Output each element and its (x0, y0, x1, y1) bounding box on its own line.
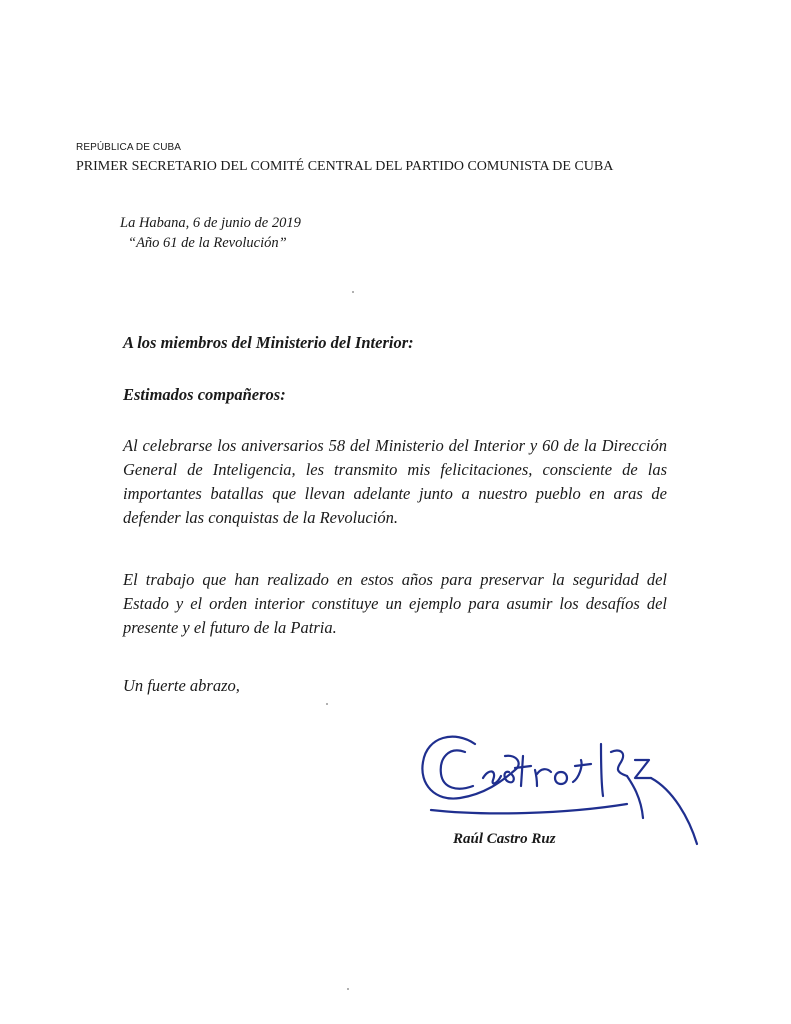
signer-name: Raúl Castro Ruz (453, 831, 556, 847)
letterhead-office: PRIMER SECRETARIO DEL COMITÉ CENTRAL DEL PARTIDO COMUNISTA DE CUBA (76, 159, 614, 174)
body-paragraph-1: Al celebrarse los aniversarios 58 del Ministerio del Interior y 60 de la Dirección General de Inteligencia, les transmito mis felicitaciones, consciente de las importantes batallas que llevan adelante junto a nuestro pueblo en aras de defender las conquistas de la Revolución. (123, 436, 667, 527)
closing: Un fuerte abrazo, (123, 676, 240, 695)
addressee: A los miembros del Ministerio del Interior: (123, 333, 414, 352)
salutation: Estimados compañeros: (123, 385, 286, 404)
scan-speck (352, 291, 354, 293)
body-paragraph-2: El trabajo que han realizado en estos años para preservar la seguridad del Estado y el orden interior constituye un ejemplo para asumir los desafíos del presente y el futuro de la Patria. (123, 570, 667, 637)
letterhead-country: REPÚBLICA DE CUBA (76, 142, 182, 153)
scan-speck (326, 703, 328, 705)
place-date: La Habana, 6 de junio de 2019 (120, 215, 301, 231)
scan-speck (347, 988, 349, 990)
year-motto: “Año 61 de la Revolución” (128, 235, 287, 251)
